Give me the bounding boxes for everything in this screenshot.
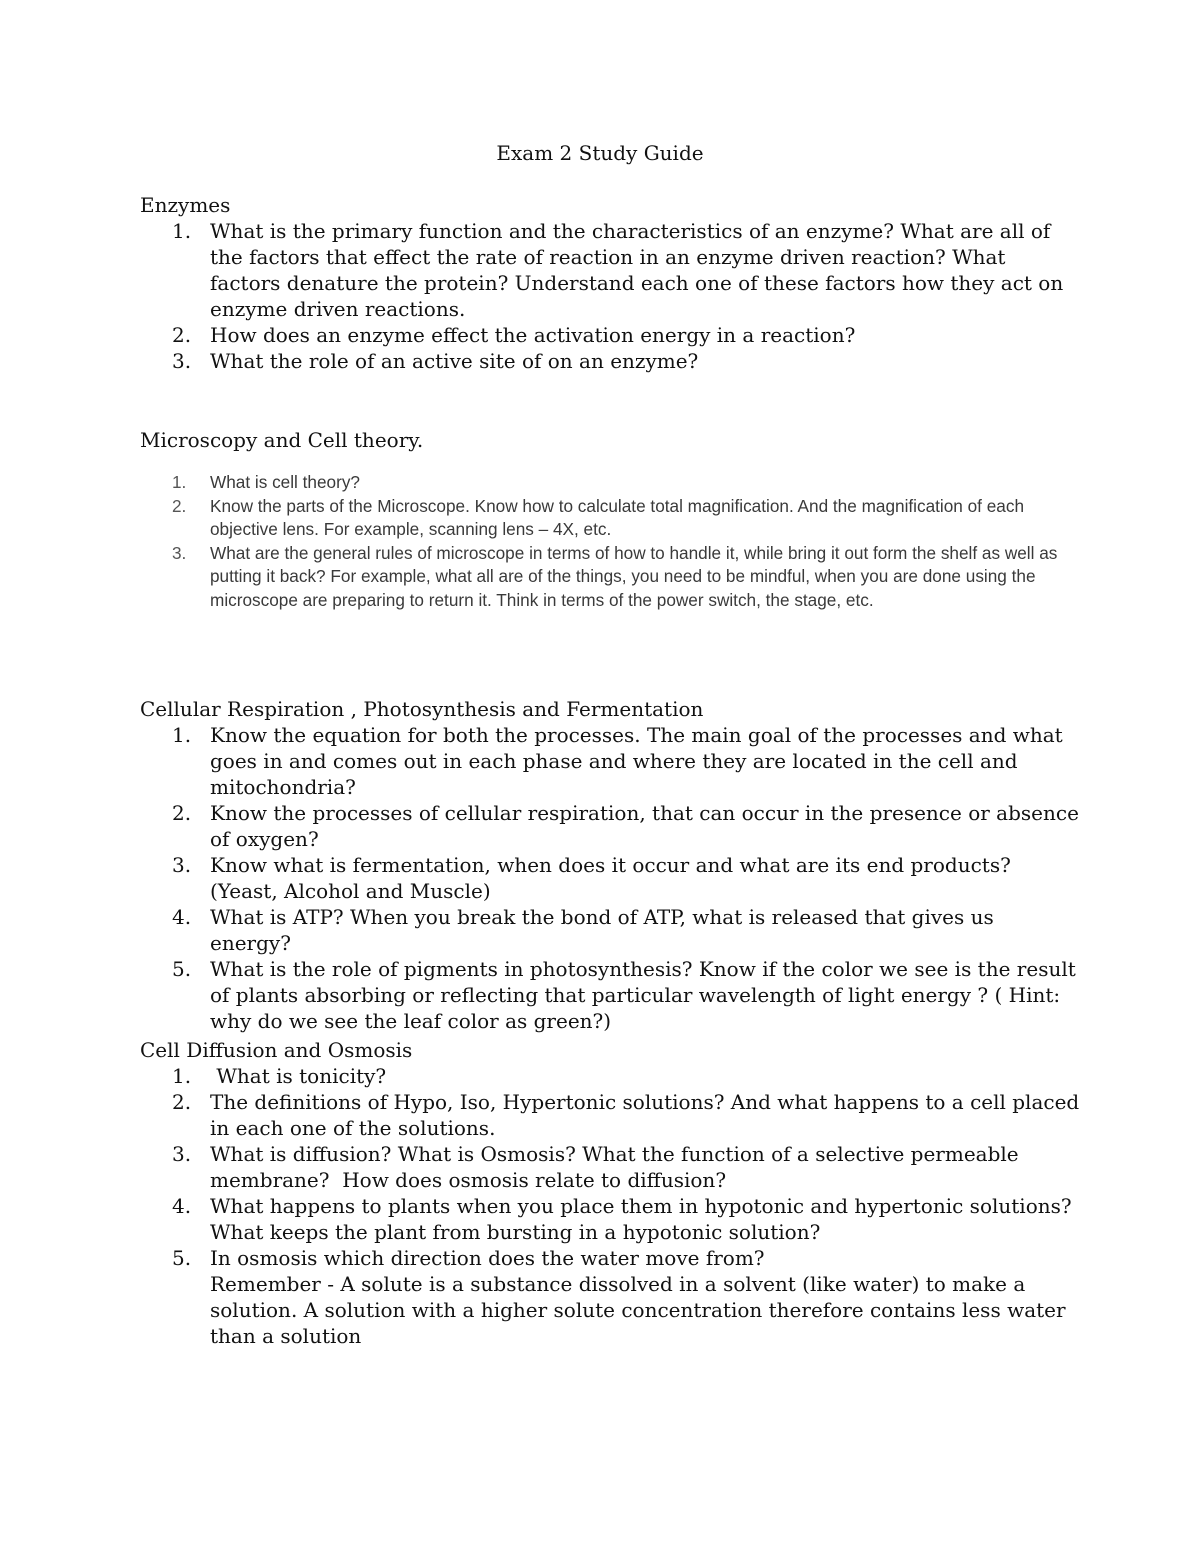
list-item <box>140 722 1080 800</box>
item-text: What happens to plants when you place them in hypotonic and hypertonic solutions? What keeps the plant from bursting in a hypotonic solution? <box>210 1194 1072 1244</box>
item-text: What is cell theory? <box>210 472 360 492</box>
list-item <box>140 956 1080 1034</box>
document-title: Exam 2 Study Guide <box>496 141 704 165</box>
item-number: 5. <box>172 1246 192 1270</box>
item-text: What is the role of pigments in photosynthesis? Know if the color we see is the result of plants absorbing or reflecting that particular wavelength of light energy ? ( Hint: why do we see the leaf color as green?) <box>210 957 1076 1033</box>
section-heading: Enzymes <box>140 193 231 217</box>
item-number: 3. <box>172 853 192 877</box>
item-text: In osmosis which direction does the water move from? <box>210 1246 765 1270</box>
item-text: What the role of an active site of on an enzyme? <box>210 349 699 373</box>
remember-note: Remember - A solute is a substance dissolved in a solvent (like water) to make a solution. A solution with a higher solute concentration therefore contains less water than a solution <box>210 1272 1066 1348</box>
item-number: 5. <box>172 957 192 981</box>
item-text: What are the general rules of microscope in terms of how to handle it, while bring it out form the shelf as well as putting it back? For example, what all are of the things, you need to be mindful, when you are done using the microscope are preparing to return it. Think in terms of the power switch, the stage, etc. <box>210 542 1058 610</box>
item-number: 2. <box>172 495 187 516</box>
item-text: Know the processes of cellular respiration, that can occur in the presence or absence of oxygen? <box>210 801 1079 851</box>
list-item <box>140 800 1080 852</box>
item-number: 2. <box>172 801 192 825</box>
item-number: 1. <box>172 219 192 243</box>
section-heading: Cell Diffusion and Osmosis <box>140 1038 413 1062</box>
question-list <box>140 722 1080 1034</box>
item-number: 3. <box>172 542 187 563</box>
item-number: 4. <box>172 1194 192 1218</box>
list-item <box>140 1063 1080 1089</box>
item-text: What is the primary function and the characteristics of an enzyme? What are all of the factors that effect the rate of reaction in an enzyme driven reaction? What factors denature the protein? Understand each one of these factors how they act on enzyme driven reactions. <box>210 219 1064 321</box>
list-item <box>140 1245 1080 1349</box>
section-heading: Cellular Respiration , Photosynthesis and Fermentation <box>140 697 704 721</box>
item-text: Know what is fermentation, when does it occur and what are its end products? (Yeast, Alcohol and Muscle) <box>210 853 1011 903</box>
item-number: 3. <box>172 1142 192 1166</box>
question-list <box>140 471 1080 612</box>
list-item <box>140 542 1080 613</box>
list-item <box>140 322 1080 348</box>
item-number: 1. <box>172 1064 192 1088</box>
item-text: How does an enzyme effect the activation energy in a reaction? <box>210 323 856 347</box>
section-heading: Microscopy and Cell theory. <box>140 428 424 452</box>
list-item <box>140 471 1080 495</box>
list-item <box>140 1089 1080 1141</box>
item-number: 2. <box>172 1090 192 1114</box>
item-text: Know the equation for both the processes. The main goal of the processes and what goes in and comes out in each phase and where they are located in the cell and mitochondria? <box>210 723 1063 799</box>
item-number: 1. <box>172 472 187 492</box>
list-item <box>140 1193 1080 1245</box>
list-item <box>140 1141 1080 1193</box>
question-list <box>140 1063 1080 1349</box>
item-text: Know the parts of the Microscope. Know how to calculate total magnification. And the magnification of each objective lens. For example, scanning lens – 4X, etc. <box>210 495 1025 539</box>
item-text: What is tonicity? <box>210 1064 387 1088</box>
item-number: 3. <box>172 349 192 373</box>
list-item <box>140 348 1080 374</box>
section-microscopy <box>140 427 1080 612</box>
item-number: 4. <box>172 905 192 929</box>
list-item <box>140 218 1080 322</box>
list-item <box>140 904 1080 956</box>
section-cellular-respiration <box>140 696 1080 1034</box>
list-item <box>140 852 1080 904</box>
question-list <box>140 218 1080 374</box>
item-text: The definitions of Hypo, Iso, Hypertonic solutions? And what happens to a cell placed in each one of the solutions. <box>210 1090 1080 1140</box>
section-diffusion-osmosis <box>140 1037 1080 1349</box>
list-item <box>140 495 1080 542</box>
item-number: 1. <box>172 723 192 747</box>
section-enzymes <box>140 192 1080 374</box>
item-text: What is ATP? When you break the bond of ATP, what is released that gives us energy? <box>210 905 994 955</box>
item-text: What is diffusion? What is Osmosis? What the function of a selective permeable membrane? How does osmosis relate to diffusion? <box>210 1142 1025 1192</box>
item-number: 2. <box>172 323 192 347</box>
